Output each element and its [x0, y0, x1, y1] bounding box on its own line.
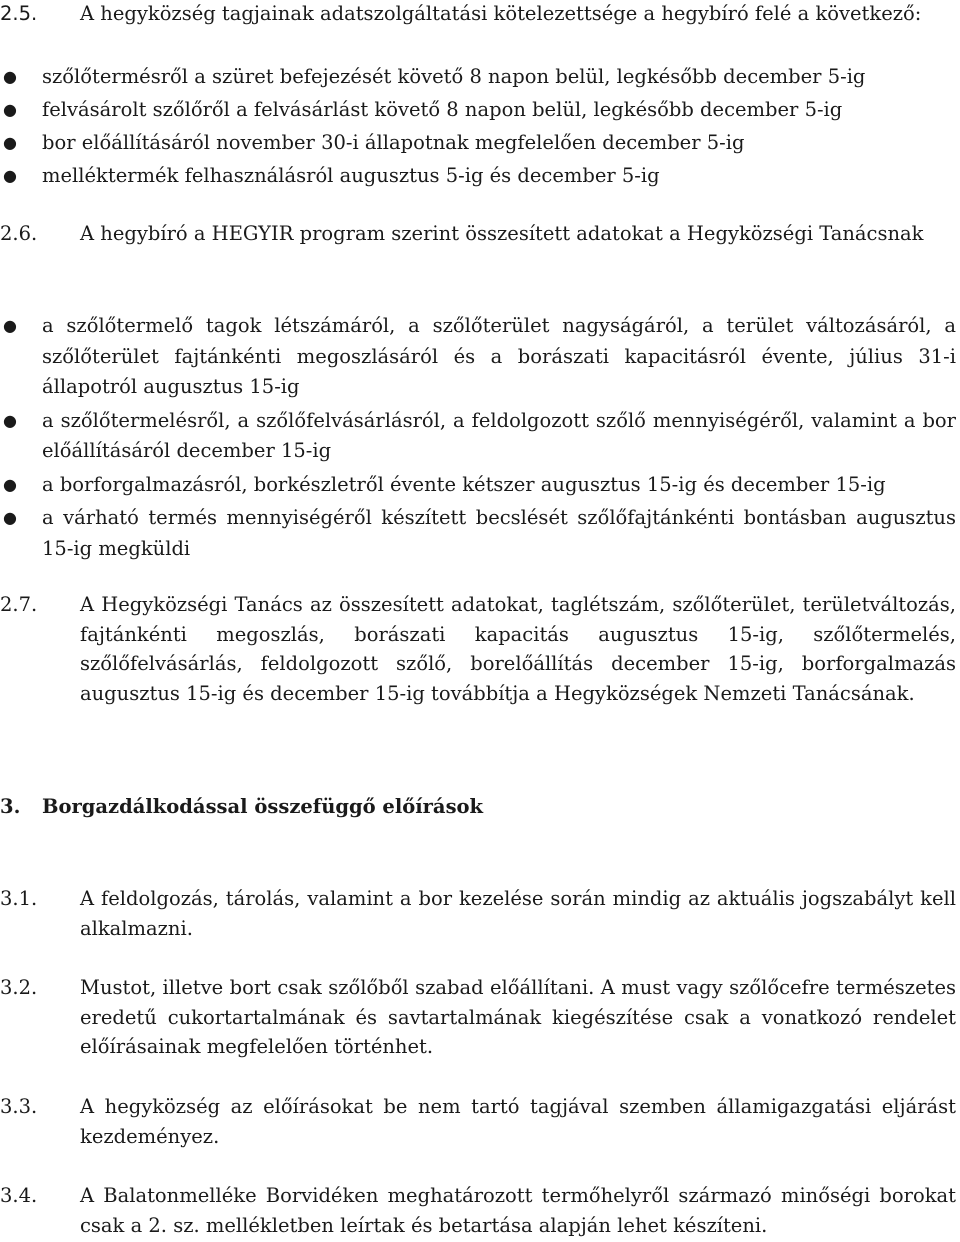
- list-item-text: a várható termés mennyiségéről készített becslését szőlőfajtánkénti bontásban augusztus 15-ig megküldi: [42, 506, 956, 560]
- list-item-text: bor előállításáról november 30-i állapotnak megfelelően december 5-ig: [42, 131, 745, 154]
- bullet-icon: ●: [3, 133, 17, 152]
- bullet-list-2-5: [0, 60, 956, 192]
- section-text: A hegyközség az előírásokat be nem tartó tagjával szemben államigazgatási eljárást kezdeményez.: [80, 1095, 956, 1148]
- section-2-5: [0, 0, 956, 29]
- section-3-1: [0, 884, 956, 943]
- list-item-text: a szőlőtermelő tagok létszámáról, a szőlőterület nagyságáról, a terület változásáról, a szőlőterület fajtánkénti megoszlásáról és a borászati kapacitásról évente, július 31-i állapotról augusztus 15-ig: [42, 314, 956, 398]
- section-text: A feldolgozás, tárolás, valamint a bor kezelése során mindig az aktuális jogszabályt kell alkalmazni.: [80, 887, 956, 940]
- bullet-icon: ●: [3, 474, 17, 494]
- chapter-number: 3.: [0, 795, 21, 818]
- section-text: A hegybíró a HEGYIR program szerint összesített adatokat a Hegyközségi Tanácsnak: [80, 222, 924, 245]
- section-number: 3.4.: [0, 1184, 38, 1207]
- section-number: 2.7.: [0, 593, 38, 616]
- list-item: [0, 126, 956, 159]
- list-item: [0, 406, 956, 467]
- list-item-text: szőlőtermésről a szüret befejezését követő 8 napon belül, legkésőbb december 5-ig: [42, 65, 866, 88]
- section-number: 3.1.: [0, 887, 38, 910]
- section-number: 3.2.: [0, 976, 38, 999]
- section-text: A hegyközség tagjainak adatszolgáltatási kötelezettsége a hegybíró felé a következő:: [80, 2, 922, 25]
- list-item-text: a borforgalmazásról, borkészletről évente kétszer augusztus 15-ig és december 15-ig: [42, 472, 886, 496]
- section-3-2: [0, 973, 956, 1062]
- bullet-icon: ●: [3, 316, 17, 335]
- section-3-4: [0, 1181, 956, 1240]
- list-item: [0, 159, 956, 192]
- bullet-icon: ●: [3, 67, 17, 86]
- list-item: [0, 503, 956, 564]
- section-number: 3.3.: [0, 1095, 38, 1118]
- list-item-text: melléktermék felhasználásról augusztus 5-ig és december 5-ig: [42, 164, 660, 187]
- list-item: [0, 93, 956, 126]
- section-2-7: [0, 590, 956, 708]
- list-item: [0, 311, 956, 403]
- section-3-3: [0, 1092, 956, 1151]
- list-item: [0, 60, 956, 93]
- list-item-text: a szőlőtermelésről, a szőlőfelvásárlásról, a feldolgozott szőlő mennyiségéről, valamint a bor előállításáról december 15-ig: [42, 408, 956, 462]
- section-text: A Balatonmelléke Borvidéken meghatározott termőhelyről származó minőségi borokat csak a 2. sz. mellékletben leírtak és betartása alapján lehet készíteni.: [80, 1184, 956, 1237]
- list-item: [0, 470, 956, 501]
- section-text: A Hegyközségi Tanács az összesített adatokat, taglétszám, szőlőterület, területváltozás, fajtánkénti megoszlás, borászati kapacitás augusztus 15-ig, szőlőtermelés, szőlőfelvásárlás, feldolgozott szőlő, borelőállítás december 15-ig, borforgalmazás augusztus 15-ig és december 15-ig továbbítja a Hegyközségek Nemzeti Tanácsának.: [80, 593, 956, 705]
- section-number: 2.5.: [0, 2, 38, 25]
- section-text: Mustot, illetve bort csak szőlőből szabad előállítani. A must vagy szőlőcefre természetes eredetű cukortartalmának és savtartalmának kiegészítése csak a vonatkozó rendelet előírásainak megfelelően történhet.: [80, 976, 956, 1058]
- chapter-title: Borgazdálkodással összefüggő előírások: [42, 795, 484, 818]
- chapter-heading: [0, 795, 483, 818]
- section-2-6: [0, 219, 956, 249]
- bullet-icon: ●: [3, 100, 17, 119]
- bullet-list-2-6: [0, 311, 956, 564]
- section-number: 2.6.: [0, 222, 38, 245]
- bullet-icon: ●: [3, 410, 17, 430]
- bullet-icon: ●: [3, 508, 17, 527]
- list-item-text: felvásárolt szőlőről a felvásárlást követő 8 napon belül, legkésőbb december 5-ig: [42, 98, 843, 121]
- bullet-icon: ●: [3, 166, 17, 185]
